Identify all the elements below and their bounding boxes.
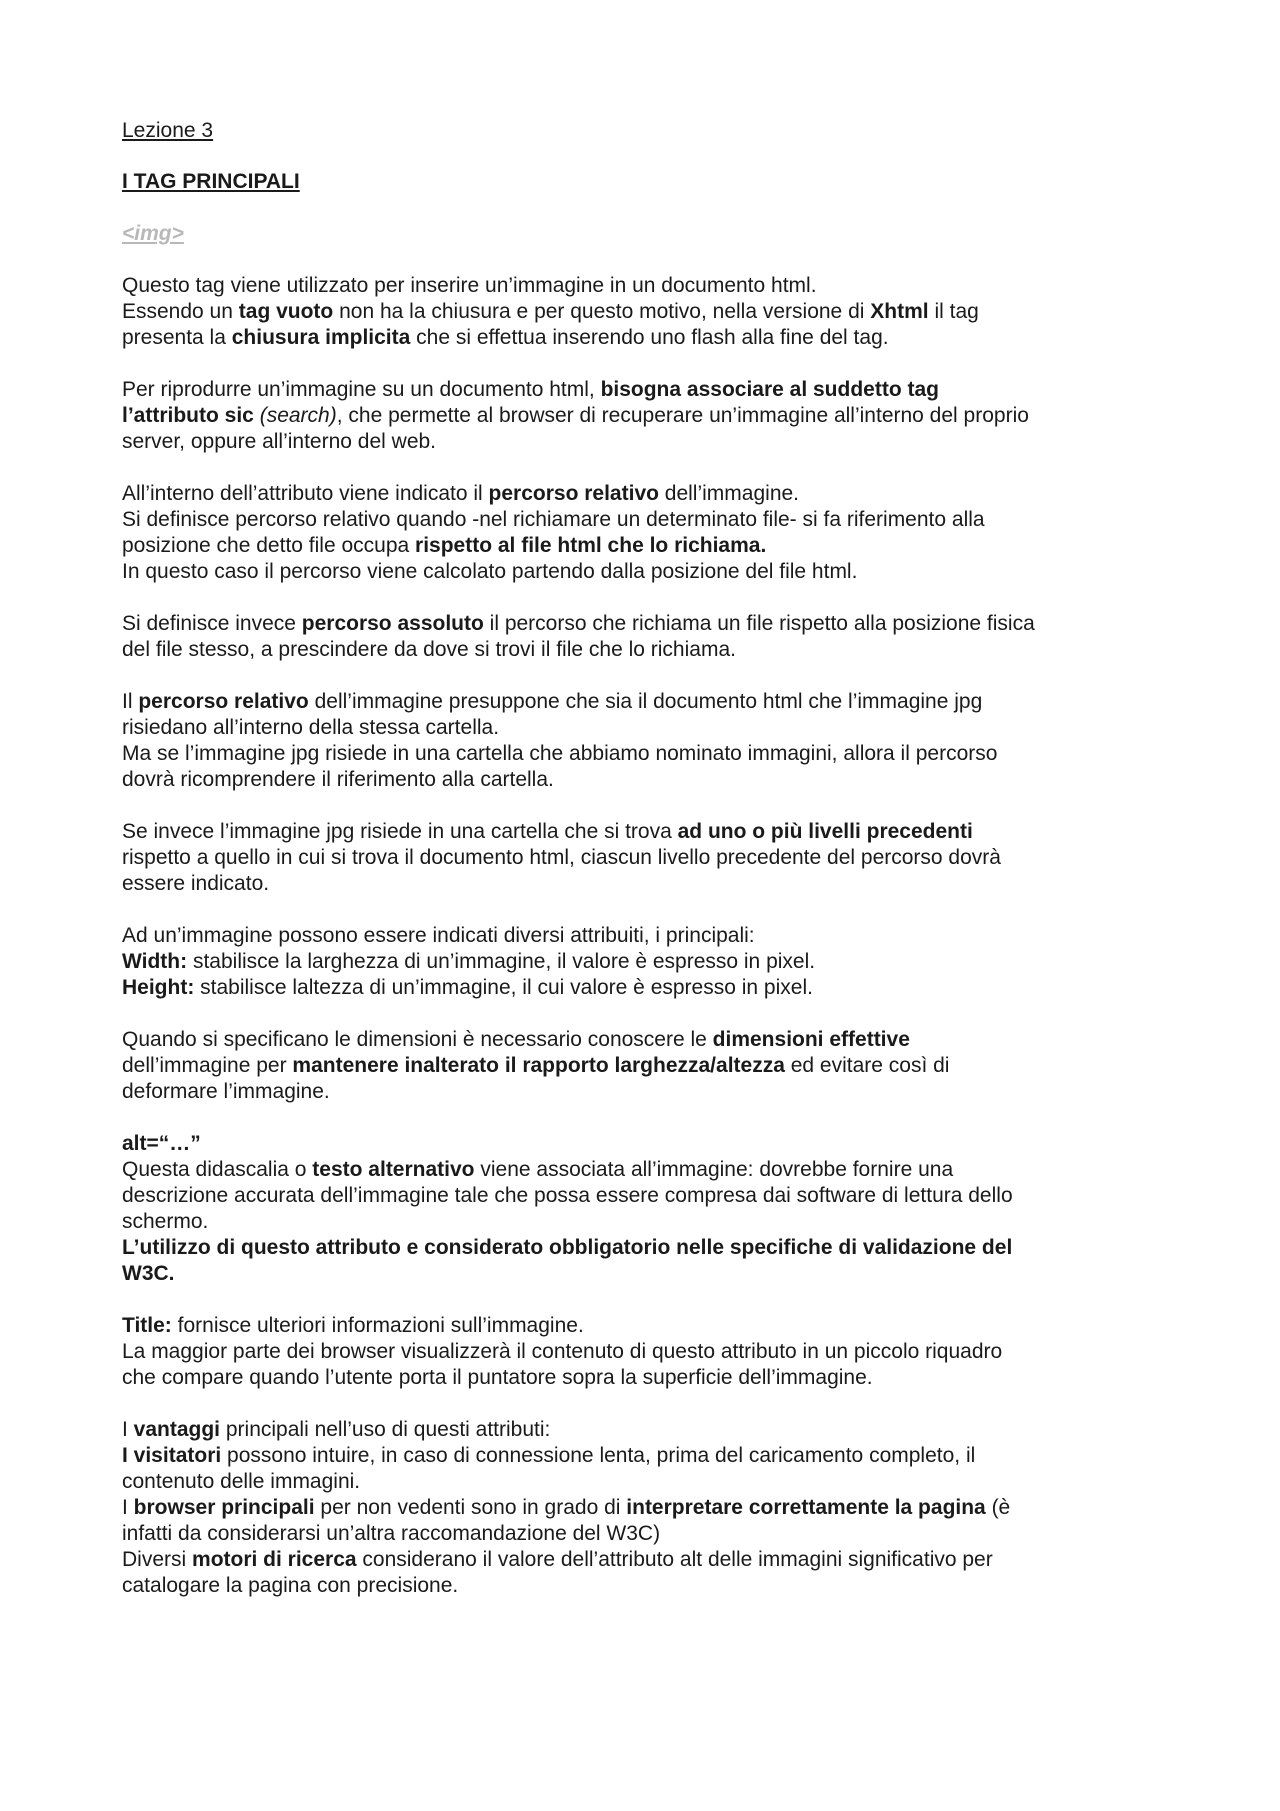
bold-text: bisogna associare al suddetto tag xyxy=(600,378,939,401)
text-line xyxy=(122,429,1192,455)
bold-text: Width: xyxy=(122,950,188,973)
text-line xyxy=(122,481,1192,507)
text-line xyxy=(122,637,1192,663)
text-line xyxy=(122,1027,1192,1053)
text-run: Questa didascalia o xyxy=(122,1158,313,1181)
text-run: fornisce ulteriori informazioni sull’immagine. xyxy=(171,1314,584,1337)
text-line xyxy=(122,1313,1192,1339)
text-line xyxy=(122,1495,1192,1521)
text-run: del file stesso, a prescindere da dove si trovi il file che lo richiama. xyxy=(122,638,736,661)
text-run: Diversi xyxy=(122,1548,193,1571)
text-run: Si definisce invece xyxy=(122,612,302,635)
body-text xyxy=(122,273,1192,1599)
bold-text: Xhtml xyxy=(870,300,929,323)
paragraph xyxy=(122,481,1192,585)
text-line xyxy=(122,1157,1192,1183)
text-run: I xyxy=(122,1418,134,1441)
bold-text: browser principali xyxy=(133,1496,315,1519)
bold-text: vantaggi xyxy=(133,1418,221,1441)
text-run: risiedano all’interno della stessa cartella. xyxy=(122,716,500,739)
text-run: server, oppure all’interno del web. xyxy=(122,430,437,453)
text-line xyxy=(122,533,1192,559)
paragraph xyxy=(122,689,1192,793)
text-run: che compare quando l’utente porta il puntatore sopra la superficie dell’immagine. xyxy=(122,1366,873,1389)
text-run: dell’immagine. xyxy=(658,482,800,505)
lesson-label: Lezione 3 xyxy=(122,119,214,142)
text-run: Essendo un xyxy=(122,300,239,323)
bold-text: W3C. xyxy=(122,1262,175,1285)
text-line xyxy=(122,377,1192,403)
text-run: non ha la chiusura e per questo motivo, nella versione di xyxy=(333,300,871,323)
bold-text: percorso relativo xyxy=(488,482,659,505)
text-line xyxy=(122,689,1192,715)
text-run: descrizione accurata dell’immagine tale che possa essere compresa dai software di lettura dello xyxy=(122,1184,1013,1207)
text-run: contenuto delle immagini. xyxy=(122,1470,361,1493)
text-run: che si effettua inserendo uno flash alla fine del tag. xyxy=(410,326,889,349)
text-run: Se invece l’immagine jpg risiede in una cartella che si trova xyxy=(122,820,678,843)
text-line xyxy=(122,403,1192,429)
text-run: Per riprodurre un’immagine su un documento html, xyxy=(122,378,601,401)
text-run: dell’immagine per xyxy=(122,1054,293,1077)
bold-text: testo alternativo xyxy=(312,1158,475,1181)
italic-text: (search) xyxy=(259,404,337,427)
paragraph xyxy=(122,1027,1192,1105)
text-run: considerano il valore dell’attributo alt delle immagini significativo per xyxy=(356,1548,993,1571)
text-line xyxy=(122,767,1192,793)
text-line xyxy=(122,1235,1192,1261)
text-line xyxy=(122,273,1192,299)
text-line xyxy=(122,1469,1192,1495)
paragraph xyxy=(122,273,1192,351)
text-run: Quando si specificano le dimensioni è necessario conoscere le xyxy=(122,1028,713,1051)
text-run: In questo caso il percorso viene calcolato partendo dalla posizione del file html. xyxy=(122,560,858,583)
text-line xyxy=(122,611,1192,637)
bold-text: L’utilizzo di questo attributo e considerato obbligatorio nelle specifiche di validazione del xyxy=(122,1236,1013,1259)
text-line xyxy=(122,299,1192,325)
text-line xyxy=(122,1053,1192,1079)
paragraph xyxy=(122,923,1192,1001)
text-line xyxy=(122,1521,1192,1547)
bold-text: motori di ricerca xyxy=(192,1548,357,1571)
text-run: viene associata all’immagine: dovrebbe fornire una xyxy=(474,1158,954,1181)
text-line xyxy=(122,741,1192,767)
paragraph xyxy=(122,1131,1192,1287)
bold-text: percorso assoluto xyxy=(301,612,484,635)
text-line xyxy=(122,975,1192,1001)
text-run: rispetto a quello in cui si trova il documento html, ciascun livello precedente del percorso dovrà xyxy=(122,846,1001,869)
text-line xyxy=(122,923,1192,949)
document-page xyxy=(122,118,1192,1625)
paragraph xyxy=(122,1417,1192,1599)
text-line xyxy=(122,715,1192,741)
bold-text: chiusura implicita xyxy=(231,326,411,349)
text-run: per non vedenti sono in grado di xyxy=(314,1496,627,1519)
text-line xyxy=(122,1547,1192,1573)
bold-text: rispetto al file html che lo richiama. xyxy=(415,534,767,557)
text-run: il percorso che richiama un file rispetto alla posizione fisica xyxy=(483,612,1035,635)
paragraph xyxy=(122,611,1192,663)
tag-name-title: <img> xyxy=(122,222,184,245)
text-line xyxy=(122,1131,1192,1157)
text-run: All’interno dell’attributo viene indicato il xyxy=(122,482,489,505)
text-run: possono intuire, in caso di connessione lenta, prima del caricamento completo, il xyxy=(221,1444,976,1467)
text-run: dell’immagine presuppone che sia il documento html che l’immagine jpg xyxy=(308,690,983,713)
text-line xyxy=(122,1365,1192,1391)
text-line xyxy=(122,325,1192,351)
bold-text: percorso relativo xyxy=(138,690,309,713)
text-run: presenta la xyxy=(122,326,232,349)
text-line xyxy=(122,1079,1192,1105)
text-line xyxy=(122,507,1192,533)
text-line xyxy=(122,871,1192,897)
bold-text: Height: xyxy=(122,976,195,999)
bold-text: tag vuoto xyxy=(238,300,334,323)
text-run: principali nell’uso di questi attributi: xyxy=(220,1418,551,1441)
bold-text: I visitatori xyxy=(122,1444,222,1467)
text-line xyxy=(122,559,1192,585)
bold-text: interpretare correttamente la pagina xyxy=(626,1496,986,1519)
text-run: infatti da considerarsi un’altra raccomandazione del W3C) xyxy=(122,1522,661,1545)
text-run: stabilisce laltezza di un’immagine, il cui valore è espresso in pixel. xyxy=(194,976,813,999)
bold-text: alt=“…” xyxy=(122,1132,201,1155)
text-line xyxy=(122,819,1192,845)
paragraph xyxy=(122,819,1192,897)
paragraph xyxy=(122,1313,1192,1391)
text-run: (è xyxy=(985,1496,1011,1519)
paragraph xyxy=(122,377,1192,455)
bold-text: Title: xyxy=(122,1314,172,1337)
text-line xyxy=(122,1573,1192,1599)
text-run: ed evitare così di xyxy=(784,1054,950,1077)
text-run: I xyxy=(122,1496,134,1519)
text-line xyxy=(122,1183,1192,1209)
text-line xyxy=(122,1209,1192,1235)
text-run: schermo. xyxy=(122,1210,209,1233)
bold-text: mantenere inalterato il rapporto larghezza/altezza xyxy=(292,1054,785,1077)
text-line xyxy=(122,1339,1192,1365)
text-run: Ma se l’immagine jpg risiede in una cartella che abbiamo nominato immagini, allora il percorso xyxy=(122,742,998,765)
text-run: Ad un’immagine possono essere indicati diversi attribuiti, i principali: xyxy=(122,924,755,947)
text-run: il tag xyxy=(928,300,979,323)
text-run: dovrà ricomprendere il riferimento alla cartella. xyxy=(122,768,554,791)
text-run: essere indicato. xyxy=(122,872,270,895)
text-line xyxy=(122,1443,1192,1469)
bold-text: l’attributo sic xyxy=(122,404,254,427)
text-run: Questo tag viene utilizzato per inserire un’immagine in un documento html. xyxy=(122,274,817,297)
section-heading: I TAG PRINCIPALI xyxy=(122,170,300,193)
text-line xyxy=(122,845,1192,871)
text-line xyxy=(122,1417,1192,1443)
text-run: posizione che detto file occupa xyxy=(122,534,416,557)
text-line xyxy=(122,1261,1192,1287)
text-run: Il xyxy=(122,690,139,713)
text-run: stabilisce la larghezza di un’immagine, il valore è espresso in pixel. xyxy=(187,950,816,973)
text-run: deformare l’immagine. xyxy=(122,1080,330,1103)
text-run: , che permette al browser di recuperare un’immagine all’interno del proprio xyxy=(336,404,1029,427)
text-run: La maggior parte dei browser visualizzerà il contenuto di questo attributo in un piccolo riquadro xyxy=(122,1340,1003,1363)
bold-text: ad uno o più livelli precedenti xyxy=(677,820,973,843)
text-line xyxy=(122,949,1192,975)
text-run: Si definisce percorso relativo quando -nel richiamare un determinato file- si fa riferimento alla xyxy=(122,508,985,531)
bold-text: dimensioni effettive xyxy=(712,1028,910,1051)
text-run: catalogare la pagina con precisione. xyxy=(122,1574,459,1597)
